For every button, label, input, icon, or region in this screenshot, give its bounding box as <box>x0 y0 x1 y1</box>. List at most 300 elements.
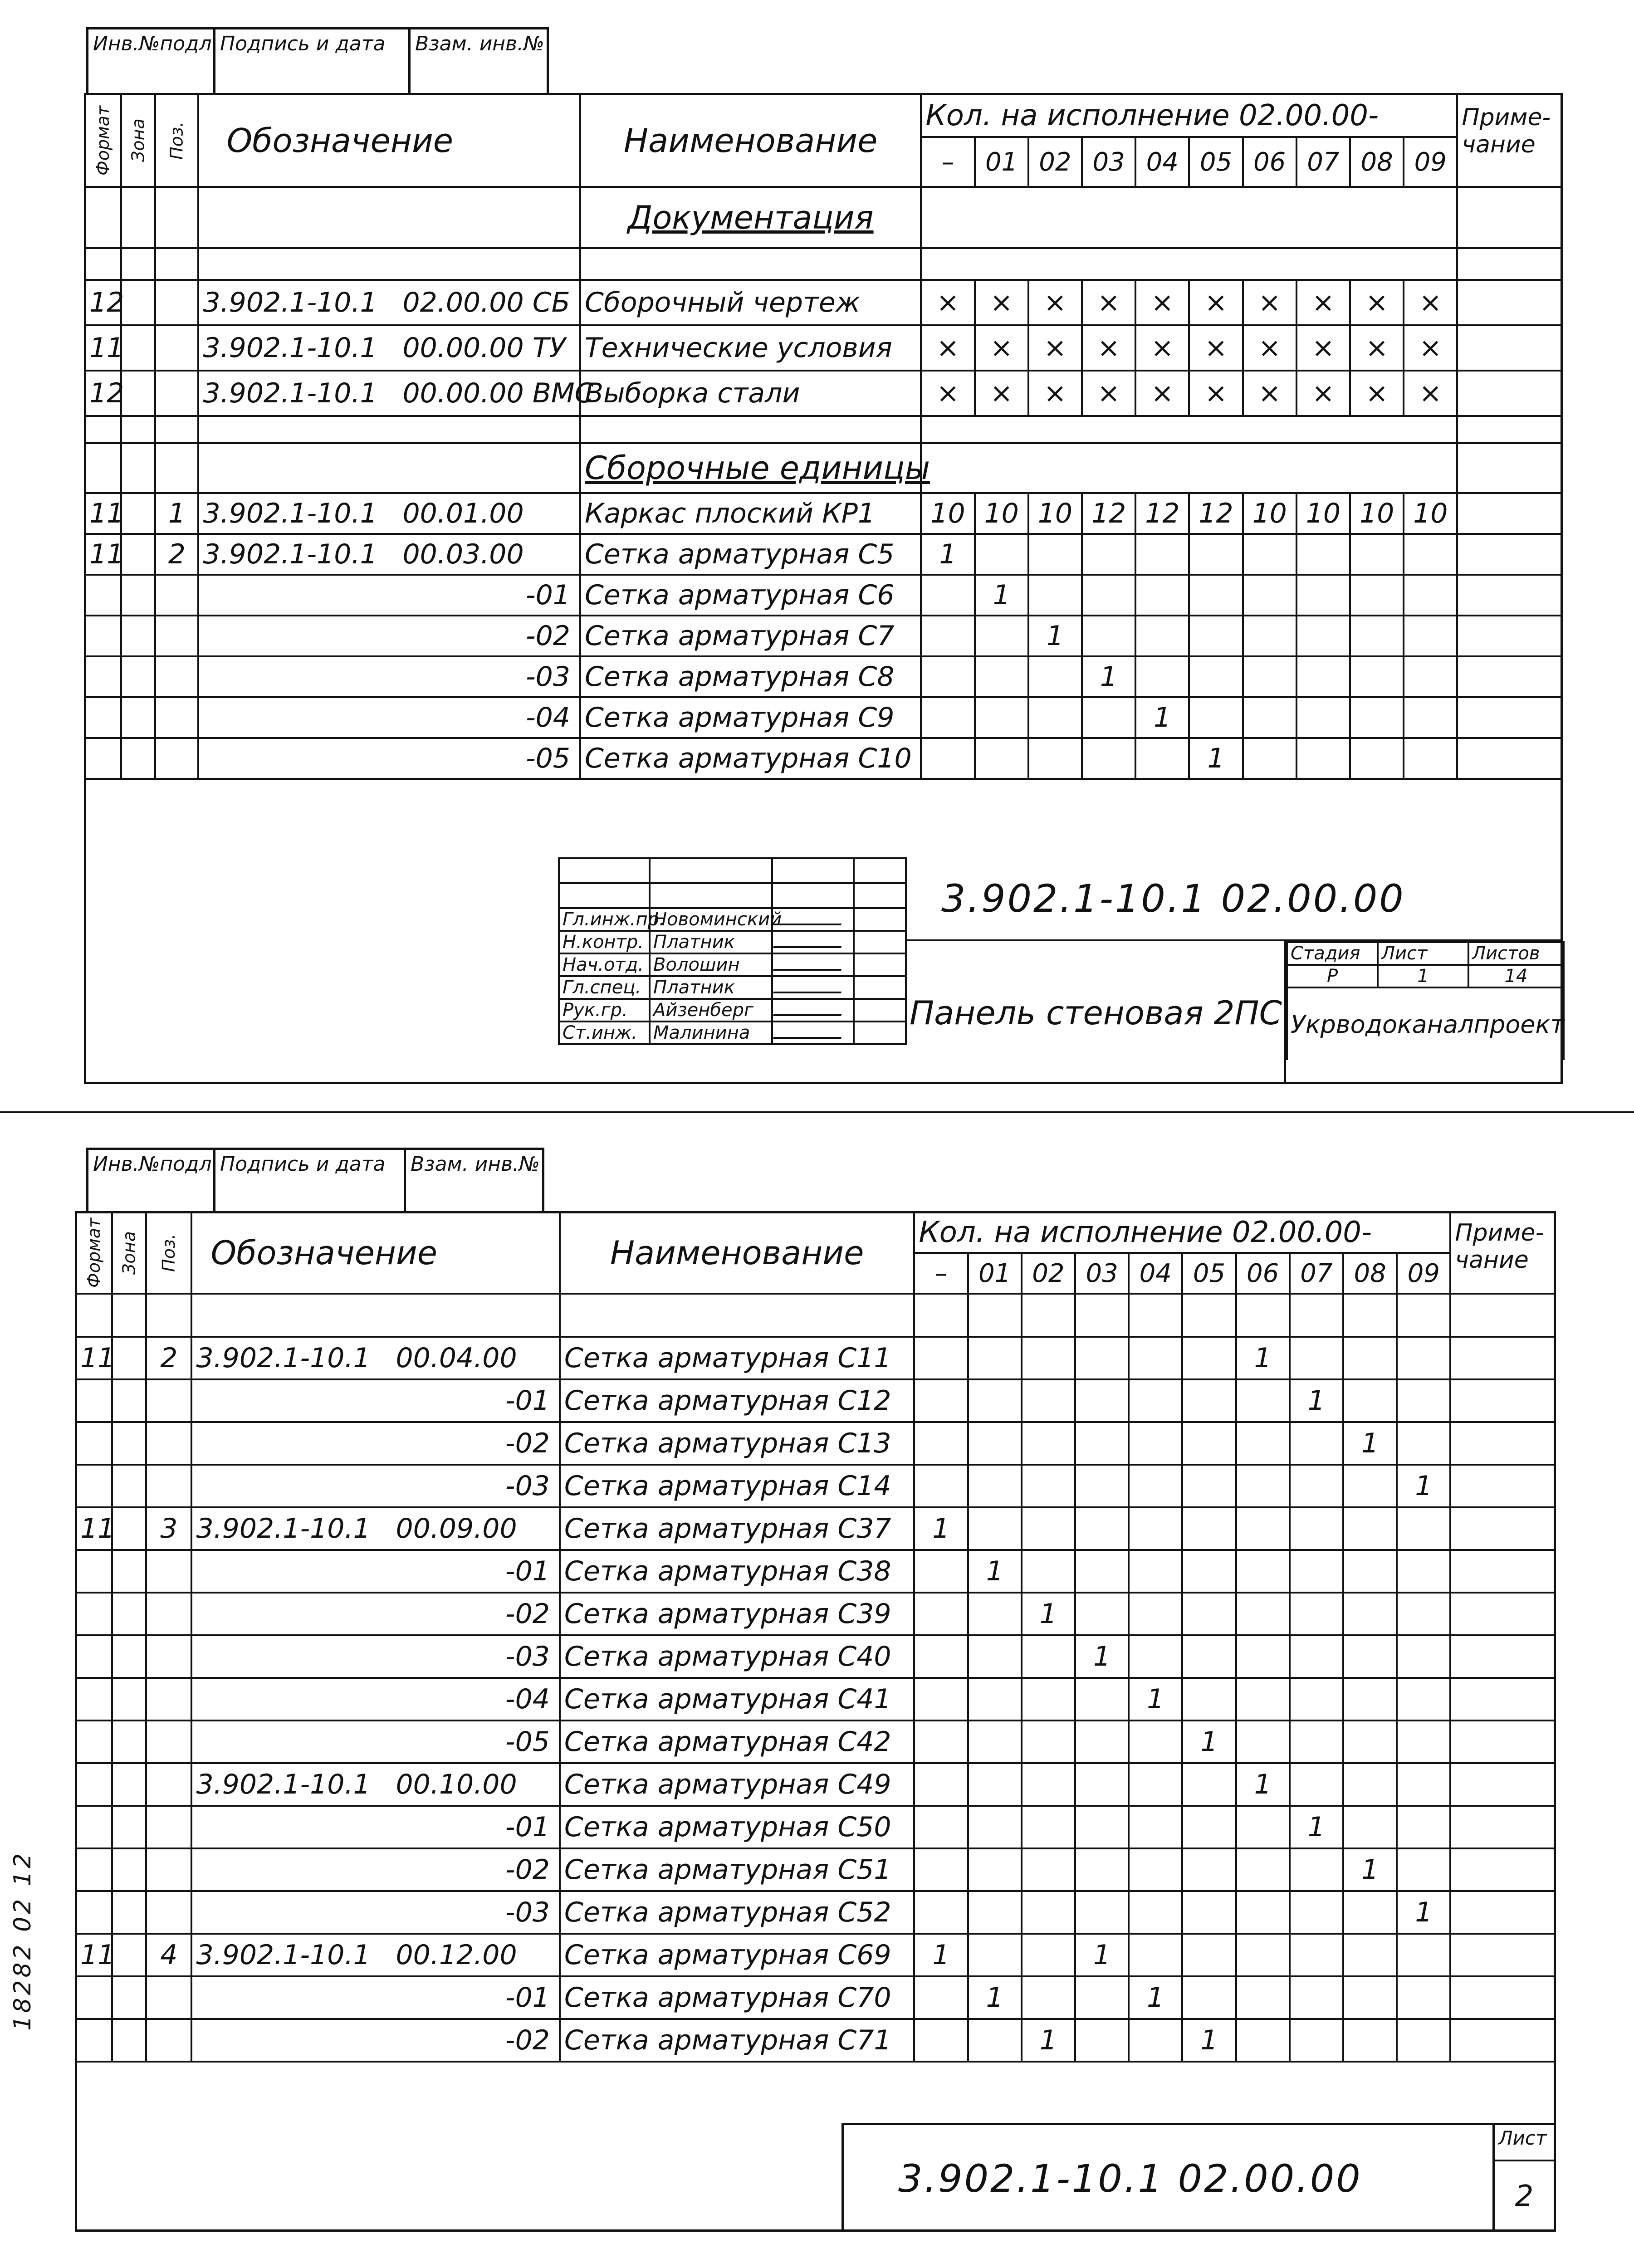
col-designation-header: Обозначение <box>191 1212 559 1294</box>
qty-cell-9 <box>1397 1379 1450 1422</box>
sheet-separator <box>0 1111 1634 1113</box>
pos-cell <box>146 1422 191 1465</box>
signer-name: Волошин <box>650 953 772 976</box>
qty-cell-6: 1 <box>1236 1763 1290 1806</box>
qty-cell-6: 1 <box>1236 1337 1290 1379</box>
qty-cell-2: 1 <box>1022 2019 1075 2062</box>
qty-cell-7: × <box>1296 371 1350 416</box>
qty-cell-1 <box>968 1337 1022 1379</box>
designation-suffix: -05 <box>525 743 570 774</box>
col-zone-header: Зона <box>112 1212 146 1294</box>
qty-cell-2 <box>1028 656 1082 697</box>
note-cell <box>1457 616 1562 656</box>
qty-cell-7 <box>1290 2019 1343 2062</box>
qty-cell-9 <box>1397 1507 1450 1550</box>
variant-header-1: 01 <box>968 1253 1022 1294</box>
qty-cell-1 <box>968 1465 1022 1507</box>
qty-cell-0 <box>921 656 974 697</box>
qty-cell-2 <box>1022 1507 1075 1550</box>
col-format-header: Формат <box>76 1212 112 1294</box>
col-qty-header: Кол. на исполнение 02.00.00- <box>921 94 1457 137</box>
variant-header-3: 03 <box>1075 1253 1129 1294</box>
qty-cell-8 <box>1343 1763 1397 1806</box>
zone-cell <box>121 697 155 738</box>
qty-cell-6 <box>1236 2019 1290 2062</box>
note-cell <box>1450 1465 1555 1507</box>
pos-cell <box>155 325 198 371</box>
format-cell <box>76 1593 112 1635</box>
qty-cell-3: × <box>1082 325 1135 371</box>
signer-name: Платник <box>650 976 772 999</box>
qty-cell-7 <box>1290 1507 1343 1550</box>
designation-doc: 3.902.1-10.1 <box>203 287 377 318</box>
qty-cell-0 <box>914 1763 968 1806</box>
qty-cell-6 <box>1236 1465 1290 1507</box>
format-cell <box>76 1763 112 1806</box>
qty-cell-7: × <box>1296 325 1350 371</box>
qty-cell-6 <box>1236 1635 1290 1678</box>
zone-cell <box>121 325 155 371</box>
qty-cell-9 <box>1397 1806 1450 1848</box>
signer-row <box>559 976 906 999</box>
variant-header-7: 07 <box>1296 137 1350 187</box>
pos-cell <box>146 1806 191 1848</box>
qty-cell-3 <box>1082 575 1135 616</box>
signature-cell <box>772 953 854 976</box>
stamp-replace-label: Взам. инв.№ <box>415 32 544 55</box>
designation-suffix: -02 <box>505 1854 550 1886</box>
qty-cell-7 <box>1290 1635 1343 1678</box>
stamp-inv-label: Инв.№подл. <box>88 1150 215 1213</box>
designation-suffix: 00.10.00 <box>396 1769 517 1800</box>
qty-cell-7: × <box>1296 280 1350 325</box>
qty-cell-6 <box>1243 534 1296 575</box>
qty-cell-3 <box>1075 1848 1129 1891</box>
qty-cell-4 <box>1129 1763 1182 1806</box>
qty-cell-0 <box>914 1678 968 1721</box>
note-cell <box>1450 1721 1555 1763</box>
col-qty-header: Кол. на исполнение 02.00.00- <box>914 1212 1450 1253</box>
qty-cell-3: 12 <box>1082 493 1135 534</box>
name-cell: Сетка арматурная С9 <box>580 697 921 738</box>
qty-cell-3 <box>1075 1763 1129 1806</box>
qty-cell-5 <box>1189 575 1243 616</box>
note-cell <box>1450 1550 1555 1593</box>
designation-cell <box>198 280 580 325</box>
pos-cell <box>146 1379 191 1422</box>
qty-cell-1 <box>968 1379 1022 1422</box>
qty-cell-9 <box>1397 1550 1450 1593</box>
format-cell: 11 <box>76 1934 112 1976</box>
designation-doc: 3.902.1-10.1 <box>196 1513 371 1545</box>
qty-cell-7 <box>1290 1465 1343 1507</box>
qty-cell-4 <box>1135 534 1189 575</box>
qty-cell-9 <box>1397 1763 1450 1806</box>
qty-cell-9 <box>1404 697 1457 738</box>
signature-cell <box>772 931 854 953</box>
designation-cell <box>191 2019 559 2062</box>
qty-cell-2 <box>1028 534 1082 575</box>
designation-cell <box>191 1806 559 1848</box>
designation-suffix: -03 <box>505 1470 550 1502</box>
qty-cell-3 <box>1075 1337 1129 1379</box>
organization-name: Укрводоканалпроект <box>1287 987 1564 1060</box>
handwritten-signature <box>773 1023 846 1039</box>
qty-cell-3: × <box>1082 371 1135 416</box>
footer-sheet-number: 2 <box>1515 2180 1534 2213</box>
pos-cell <box>155 371 198 416</box>
qty-cell-4 <box>1129 1422 1182 1465</box>
designation-cell <box>191 1678 559 1721</box>
qty-cell-7: 1 <box>1290 1379 1343 1422</box>
qty-cell-1: × <box>975 371 1028 416</box>
qty-cell-8 <box>1343 1593 1397 1635</box>
signer-row <box>559 931 906 953</box>
qty-cell-4: 12 <box>1135 493 1189 534</box>
signature-cell <box>772 999 854 1022</box>
note-cell <box>1457 325 1562 371</box>
col-name-header: Наименование <box>560 1212 914 1294</box>
designation-suffix: -01 <box>505 1811 550 1843</box>
name-cell: Сетка арматурная С5 <box>580 534 921 575</box>
qty-cell-3: 1 <box>1075 1635 1129 1678</box>
qty-cell-7 <box>1290 1721 1343 1763</box>
qty-cell-5 <box>1182 1422 1236 1465</box>
zone-cell <box>112 1891 146 1934</box>
designation-suffix: -03 <box>505 1897 550 1928</box>
col-format-header: Формат <box>85 94 121 187</box>
qty-cell-8: × <box>1350 280 1404 325</box>
signer-role: Гл.спец. <box>559 976 650 999</box>
variant-header-8: 08 <box>1350 137 1404 187</box>
qty-cell-9 <box>1404 656 1457 697</box>
pos-cell <box>146 1976 191 2019</box>
pos-cell <box>146 1763 191 1806</box>
signature-cell <box>772 1022 854 1044</box>
variant-header-8: 08 <box>1343 1253 1397 1294</box>
designation-suffix: -04 <box>525 702 570 733</box>
qty-cell-0 <box>914 1721 968 1763</box>
qty-cell-3 <box>1082 738 1135 779</box>
qty-cell-1 <box>975 738 1028 779</box>
designation-doc: 3.902.1-10.1 <box>196 1342 371 1374</box>
pos-cell: 2 <box>155 534 198 575</box>
qty-cell-6: × <box>1243 280 1296 325</box>
designation-suffix: -05 <box>505 1726 550 1758</box>
date-cell <box>854 908 906 931</box>
designation-doc: 3.902.1-10.1 <box>196 1939 371 1971</box>
zone-cell <box>112 1337 146 1379</box>
qty-cell-5 <box>1189 616 1243 656</box>
variant-header-9: 09 <box>1404 137 1457 187</box>
designation-cell <box>191 1422 559 1465</box>
section-assembly-units: Сборочные единицы <box>580 443 921 493</box>
qty-cell-2 <box>1022 1379 1075 1422</box>
name-cell: Сборочный чертеж <box>580 280 921 325</box>
name-cell: Сетка арматурная С50 <box>560 1806 914 1848</box>
title-block-stage <box>1286 941 1565 1060</box>
designation-cell <box>191 1763 559 1806</box>
qty-cell-5 <box>1182 1678 1236 1721</box>
qty-cell-1: × <box>975 280 1028 325</box>
zone-cell <box>112 1806 146 1848</box>
qty-cell-9 <box>1404 738 1457 779</box>
qty-cell-2 <box>1022 1678 1075 1721</box>
qty-cell-4: 1 <box>1135 697 1189 738</box>
qty-cell-7 <box>1290 1891 1343 1934</box>
qty-cell-3: 1 <box>1075 1934 1129 1976</box>
zone-cell <box>112 1379 146 1422</box>
table-row <box>76 1635 1555 1678</box>
qty-cell-0 <box>914 1593 968 1635</box>
table-row <box>76 1550 1555 1593</box>
qty-cell-5: × <box>1189 280 1243 325</box>
table-row <box>76 1379 1555 1422</box>
qty-cell-8 <box>1343 1550 1397 1593</box>
qty-cell-1 <box>975 616 1028 656</box>
table-row <box>85 371 1562 416</box>
zone-cell <box>112 1934 146 1976</box>
table-row <box>85 738 1562 779</box>
handwritten-signature <box>773 910 846 925</box>
date-cell <box>854 976 906 999</box>
note-cell <box>1450 1848 1555 1891</box>
qty-cell-1 <box>968 1934 1022 1976</box>
qty-cell-8 <box>1343 1678 1397 1721</box>
format-cell: 11 <box>85 493 121 534</box>
pos-cell: 4 <box>146 1934 191 1976</box>
qty-cell-8 <box>1343 1976 1397 2019</box>
table-row <box>85 280 1562 325</box>
qty-cell-5: 1 <box>1182 2019 1236 2062</box>
qty-cell-7 <box>1296 738 1350 779</box>
qty-cell-1 <box>968 1721 1022 1763</box>
qty-cell-7: 1 <box>1290 1806 1343 1848</box>
qty-cell-2 <box>1028 697 1082 738</box>
designation-doc: 3.902.1-10.1 <box>203 538 377 570</box>
qty-cell-3 <box>1075 1721 1129 1763</box>
qty-cell-6 <box>1243 616 1296 656</box>
table-row <box>76 1763 1555 1806</box>
qty-cell-4 <box>1129 1848 1182 1891</box>
table-row <box>85 325 1562 371</box>
designation-cell <box>191 1934 559 1976</box>
qty-cell-2: × <box>1028 371 1082 416</box>
signature-cell <box>772 908 854 931</box>
designation-cell <box>198 575 580 616</box>
qty-cell-3 <box>1075 1891 1129 1934</box>
qty-cell-6: × <box>1243 325 1296 371</box>
name-cell: Сетка арматурная С71 <box>560 2019 914 2062</box>
signer-name: Новоминский <box>650 908 772 931</box>
qty-cell-7 <box>1290 1593 1343 1635</box>
document-title: Панель стеновая 2ПС <box>910 993 1282 1032</box>
qty-cell-1: 1 <box>975 575 1028 616</box>
table-row <box>76 1593 1555 1635</box>
qty-cell-3 <box>1075 1678 1129 1721</box>
designation-cell <box>198 534 580 575</box>
qty-cell-8 <box>1350 534 1404 575</box>
qty-cell-8 <box>1350 575 1404 616</box>
note-cell <box>1450 2019 1555 2062</box>
designation-doc: 3.902.1-10.1 <box>196 1769 371 1800</box>
zone-cell <box>112 1465 146 1507</box>
qty-cell-9 <box>1397 1678 1450 1721</box>
col-note-header: Приме-чание <box>1450 1212 1555 1294</box>
variant-header-0: – <box>921 137 974 187</box>
note-cell <box>1450 1422 1555 1465</box>
qty-cell-5 <box>1182 1848 1236 1891</box>
footer-sheet-box <box>1492 2123 1556 2232</box>
col-name-header: Наименование <box>580 94 921 187</box>
designation-suffix: 00.04.00 <box>396 1342 517 1374</box>
zone-cell <box>112 1678 146 1721</box>
signer-role: Н.контр. <box>559 931 650 953</box>
qty-cell-8 <box>1343 1337 1397 1379</box>
variant-header-0: – <box>914 1253 968 1294</box>
pos-cell: 2 <box>146 1337 191 1379</box>
zone-cell <box>112 1507 146 1550</box>
qty-cell-8 <box>1343 2019 1397 2062</box>
table-row <box>85 493 1562 534</box>
table-row <box>76 1337 1555 1379</box>
zone-cell <box>112 1635 146 1678</box>
table-row <box>76 1465 1555 1507</box>
qty-cell-3 <box>1075 1507 1129 1550</box>
table-row <box>85 534 1562 575</box>
qty-cell-2: × <box>1028 280 1082 325</box>
name-cell: Сетка арматурная С42 <box>560 1721 914 1763</box>
qty-cell-1 <box>968 2019 1022 2062</box>
pos-cell <box>155 280 198 325</box>
format-cell <box>76 1379 112 1422</box>
qty-cell-6 <box>1243 738 1296 779</box>
qty-cell-5 <box>1182 1465 1236 1507</box>
qty-cell-5: 12 <box>1189 493 1243 534</box>
table-row <box>76 1721 1555 1763</box>
qty-cell-1 <box>968 1891 1022 1934</box>
format-cell: 11 <box>76 1337 112 1379</box>
zone-cell <box>112 1721 146 1763</box>
spec-table <box>84 93 1563 780</box>
qty-cell-6 <box>1236 1934 1290 1976</box>
qty-cell-0 <box>914 1806 968 1848</box>
designation-cell <box>191 1721 559 1763</box>
qty-cell-4: × <box>1135 325 1189 371</box>
qty-cell-5 <box>1182 1934 1236 1976</box>
table-row <box>85 656 1562 697</box>
qty-cell-8: × <box>1350 325 1404 371</box>
qty-cell-8 <box>1350 697 1404 738</box>
designation-suffix: 00.00.00 ВМС <box>402 377 594 409</box>
qty-cell-2 <box>1022 1422 1075 1465</box>
qty-cell-8 <box>1343 1806 1397 1848</box>
format-cell <box>76 2019 112 2062</box>
qty-cell-8 <box>1350 616 1404 656</box>
qty-cell-9: 1 <box>1397 1465 1450 1507</box>
qty-cell-9 <box>1397 1976 1450 2019</box>
stamp-sign-label: Подпись и дата <box>215 1150 406 1213</box>
pos-cell <box>146 1465 191 1507</box>
format-cell <box>76 1891 112 1934</box>
pos-cell <box>146 1635 191 1678</box>
designation-suffix: -02 <box>505 1598 550 1630</box>
qty-cell-3 <box>1082 697 1135 738</box>
qty-cell-0: × <box>921 371 974 416</box>
qty-cell-3 <box>1075 1806 1129 1848</box>
qty-cell-9: × <box>1404 371 1457 416</box>
qty-cell-3 <box>1075 1422 1129 1465</box>
qty-cell-3: 1 <box>1082 656 1135 697</box>
designation-cell <box>191 1635 559 1678</box>
designation-cell <box>191 1976 559 2019</box>
note-cell <box>1450 1635 1555 1678</box>
name-cell: Сетка арматурная С40 <box>560 1635 914 1678</box>
qty-cell-2 <box>1022 1976 1075 2019</box>
designation-cell <box>198 697 580 738</box>
section-documentation: Документация <box>580 187 921 248</box>
qty-cell-8 <box>1350 738 1404 779</box>
qty-cell-0 <box>914 1465 968 1507</box>
qty-cell-1 <box>975 697 1028 738</box>
name-cell: Сетка арматурная С70 <box>560 1976 914 2019</box>
pos-cell <box>146 1550 191 1593</box>
qty-cell-3 <box>1082 534 1135 575</box>
signer-role: Нач.отд. <box>559 953 650 976</box>
qty-cell-8 <box>1343 1934 1397 1976</box>
handwritten-signature <box>773 933 846 948</box>
qty-cell-4 <box>1129 1891 1182 1934</box>
qty-cell-2 <box>1022 1934 1075 1976</box>
designation-suffix: -01 <box>505 1555 550 1587</box>
qty-cell-9 <box>1404 534 1457 575</box>
format-cell <box>85 616 121 656</box>
qty-cell-3 <box>1075 1465 1129 1507</box>
qty-cell-5 <box>1182 1337 1236 1379</box>
qty-cell-4 <box>1129 1934 1182 1976</box>
note-cell <box>1457 738 1562 779</box>
qty-cell-0: × <box>921 280 974 325</box>
qty-cell-5 <box>1189 534 1243 575</box>
qty-cell-0 <box>914 2019 968 2062</box>
zone-cell <box>121 616 155 656</box>
qty-cell-7 <box>1296 534 1350 575</box>
qty-cell-8: 10 <box>1350 493 1404 534</box>
format-cell: 12 <box>85 371 121 416</box>
qty-cell-4 <box>1129 1806 1182 1848</box>
qty-cell-7 <box>1296 616 1350 656</box>
qty-cell-4 <box>1129 2019 1182 2062</box>
signer-name: Айзенберг <box>650 999 772 1022</box>
designation-cell <box>191 1507 559 1550</box>
qty-cell-9 <box>1397 1635 1450 1678</box>
qty-cell-7 <box>1290 1337 1343 1379</box>
qty-cell-5 <box>1182 1593 1236 1635</box>
handwritten-signature <box>773 955 846 971</box>
handwritten-signature <box>773 1001 846 1016</box>
stage-value: Р <box>1287 965 1378 987</box>
qty-cell-7 <box>1290 1763 1343 1806</box>
footer-code: 3.902.1-10.1 02.00.00 <box>898 2156 1362 2201</box>
zone-cell <box>112 1976 146 2019</box>
qty-cell-1 <box>968 1848 1022 1891</box>
name-cell: Сетка арматурная С11 <box>560 1337 914 1379</box>
table-row <box>76 2019 1555 2062</box>
qty-cell-9 <box>1404 616 1457 656</box>
pos-cell <box>155 697 198 738</box>
designation-cell <box>198 371 594 416</box>
qty-cell-0 <box>921 738 974 779</box>
